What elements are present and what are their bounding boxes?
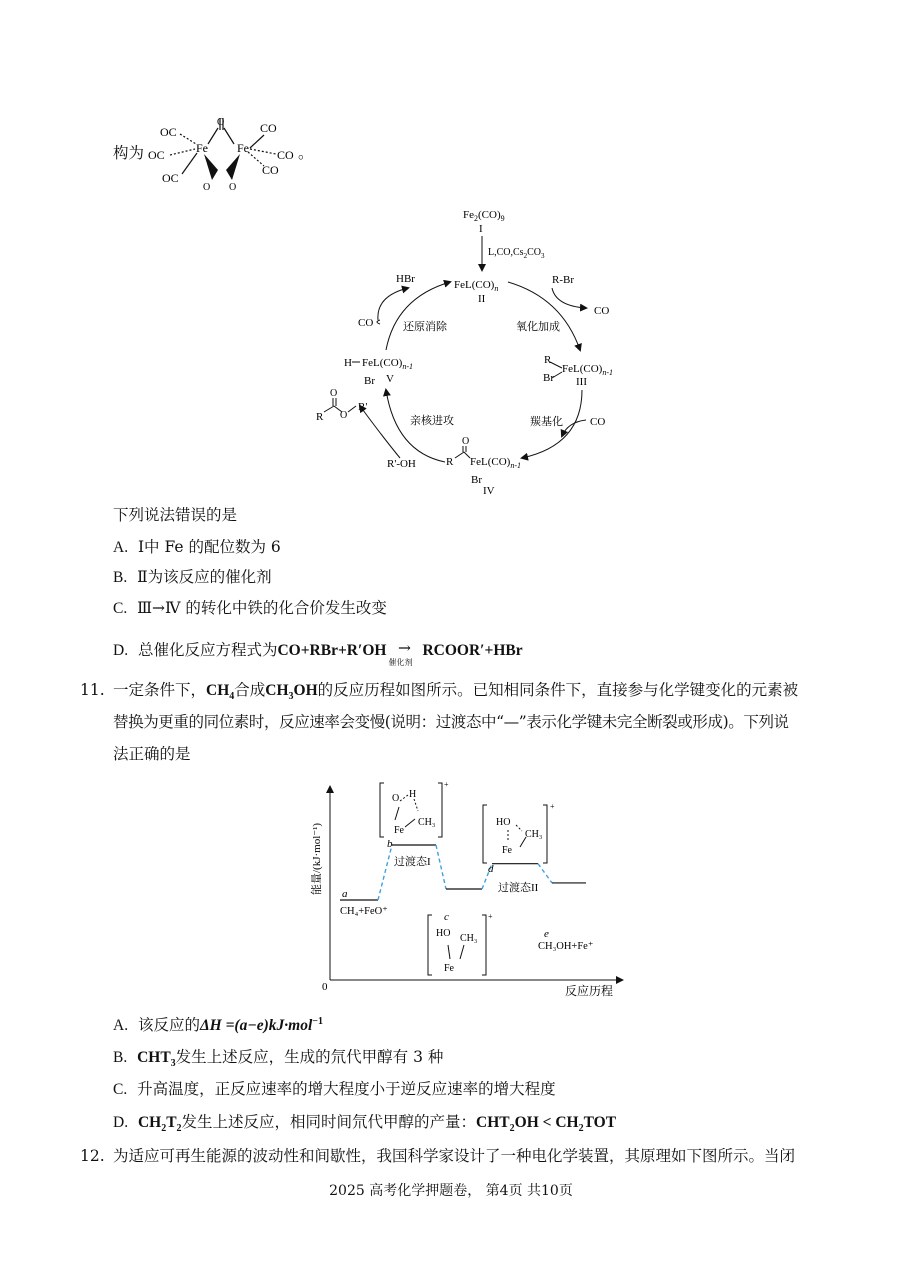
fe2co9-label: CO — [260, 121, 277, 135]
cycle-rbr: R-Br — [552, 274, 574, 286]
option-letter: C. — [113, 600, 128, 617]
cycle-ester-rp: R' — [358, 401, 368, 413]
fe2co9-label: CO — [262, 163, 279, 177]
cycle-reagents: $L,CO,Cs_2CO_3$ — [488, 247, 545, 260]
formula: $CH_2T_2$ — [137, 1114, 182, 1135]
ts2-ho: HO — [496, 817, 511, 828]
x-axis-label: 反应历程 — [565, 984, 614, 998]
catalytic-cycle — [300, 200, 640, 500]
intro-prefix: 构为 — [113, 144, 145, 162]
q10-stem: 下列说法错误的是 — [113, 506, 238, 524]
cycle-step-nuc: 亲核进攻 — [410, 415, 454, 427]
ts2-label: 过渡态II — [498, 882, 539, 894]
option-letter: A. — [113, 539, 129, 556]
q10-option-c — [113, 597, 387, 620]
ts2-plus: + — [550, 802, 555, 811]
fe2co9-label: CO — [277, 148, 294, 162]
q11-option-b — [113, 1046, 443, 1075]
q12-number: 12. — [80, 1147, 105, 1165]
cycle-IV-r: R — [446, 456, 454, 468]
equation-right: RCOOR′+HBr — [422, 642, 523, 659]
energy-connector — [436, 845, 446, 889]
cycle-step-ox: 氧化加成 — [516, 321, 560, 333]
option-text: Ⅰ中 Fe 的配位数为 6 — [137, 538, 281, 556]
fe2co9-label: OC — [160, 125, 177, 139]
level-a-label: a — [342, 888, 348, 900]
option-text: 发生上述反应，相同时间氘代甲醇的产量： — [181, 1113, 477, 1131]
cycle-label-IV: IV — [483, 485, 495, 497]
formula: ΔH =(a−e)kJ·mol — [199, 1017, 313, 1035]
fe2co9-label: OC — [162, 171, 179, 185]
int-ho: HO — [436, 928, 451, 939]
cycle-species-IV: $FeL(CO)_{n-1}$ — [470, 456, 521, 470]
cycle-species-V: $FeL(CO)_{n-1}$ — [362, 357, 413, 371]
ch3oh: $CH_3OH$ — [265, 682, 318, 703]
cycle-co-in: CO — [590, 416, 606, 428]
ts1-o: O — [392, 793, 400, 804]
int-fe: Fe — [444, 963, 454, 974]
option-letter: C. — [113, 1081, 128, 1098]
ts1-plus: + — [444, 780, 449, 789]
cycle-ester-r: R — [316, 411, 324, 423]
fe2co9-label: O — [229, 182, 237, 193]
option-text: 发生上述反应，生成的氘代甲醇有 3 种 — [175, 1048, 444, 1066]
cycle-ester-o: O — [330, 388, 338, 399]
equation-left: CO+RBr+R′OH — [277, 642, 387, 659]
page-footer: 2025 高考化学押题卷， 第4页 共10页 — [329, 1183, 573, 1199]
fe2co9-label: Fe — [237, 141, 249, 155]
cycle-III-r: R — [544, 354, 552, 366]
cycle-species-I: $Fe_2(CO)_9$ — [463, 209, 505, 223]
q11-option-d — [113, 1111, 616, 1140]
cycle-co-left: CO — [358, 317, 374, 329]
ts1-ch3: CH₃ — [418, 817, 436, 828]
cycle-ester-o2: O — [340, 410, 348, 421]
fe2co9-label: OC — [148, 148, 165, 162]
energy-diagram — [300, 775, 640, 1000]
comparison: $CHT_2OH < CH_2TOT$ — [476, 1114, 617, 1135]
y-axis-label: 能量/(kJ·mol⁻¹) — [311, 822, 323, 895]
cycle-label-V: V — [386, 373, 394, 385]
int-ch3: CH₃ — [460, 933, 478, 944]
ch4: $CH_4$ — [206, 682, 235, 703]
cycle-label-I: I — [479, 223, 483, 235]
ts2-fe: Fe — [502, 845, 512, 856]
option-letter: B. — [113, 1049, 128, 1066]
ts1-h: H — [409, 789, 417, 800]
option-text: 总催化反应方程式为 — [137, 641, 278, 659]
q10-option-a — [113, 536, 281, 559]
option-letter: D. — [113, 1114, 129, 1131]
cycle-co: CO — [594, 305, 610, 317]
energy-connector — [378, 845, 392, 900]
option-letter: B. — [113, 569, 128, 586]
ts1-label: 过渡态I — [394, 856, 431, 868]
cycle-species-II: $FeL(CO)_n$ — [454, 279, 499, 293]
cycle-step-red: 还原消除 — [403, 321, 447, 333]
option-letter: A. — [113, 1017, 129, 1035]
option-text: Ⅲ→Ⅳ 的转化中铁的化合价发生改变 — [137, 599, 387, 617]
level-e-label: e — [544, 928, 549, 940]
option-text: 该反应的 — [137, 1016, 200, 1035]
equation-arrow: → 催化剂 — [388, 639, 413, 667]
cycle-IV-o: O — [462, 436, 470, 447]
ts2-ch3: CH₃ — [525, 829, 543, 840]
formula: $CHT_3$ — [137, 1049, 176, 1070]
q11-option-a: A. 该反应的ΔH =(a−e)kJ·mol$^{-1}$ — [113, 1016, 323, 1035]
products-label: CH₃OH+Fe⁺ — [538, 941, 594, 952]
cycle-IV-br: Br — [471, 474, 482, 486]
fe2co9-structure — [140, 110, 320, 195]
cycle-label-III: III — [576, 376, 587, 388]
energy-profile — [340, 845, 586, 900]
level-c-label: c — [444, 911, 449, 923]
fe2co9-label: Fe — [196, 141, 208, 155]
q11-number: 11. — [80, 681, 105, 699]
cycle-species-III: $FeL(CO)_{n-1}$ — [562, 363, 613, 377]
ts1-fe: Fe — [394, 825, 404, 836]
cycle-hbr: HBr — [396, 273, 415, 285]
cycle-III-br: Br — [543, 372, 554, 384]
q11-line1: 一定条件下，$CH_4$合成$CH_3OH$的反应历程如图所示。已知相同条件下，直接参与化学键变化的元素被 — [113, 681, 799, 703]
q12-text: 为适应可再生能源的波动性和间歇性，我国科学家设计了一种电化学装置，其原理如下图所示。当闭 — [113, 1147, 796, 1165]
reactants-label: CH₄+FeO⁺ — [340, 906, 388, 917]
level-b-label: b — [387, 838, 393, 850]
cycle-label-II: II — [478, 293, 486, 305]
cycle-V-h: H — [344, 357, 352, 369]
cycle-V-br: Br — [364, 375, 375, 387]
energy-connector — [538, 864, 552, 883]
q11-option-c — [113, 1078, 556, 1101]
option-letter: D. — [113, 642, 129, 659]
q11-line2: 替换为更重的同位素时，反应速率会变慢(说明：过渡态中“—”表示化学键未完全断裂或形成)。下列说 — [113, 713, 789, 731]
level-d-label: d — [488, 863, 494, 875]
q11-line3: 法正确的是 — [113, 745, 191, 763]
option-text: 升高温度，正反应速率的增大程度小于逆反应速率的增大程度 — [137, 1080, 556, 1098]
option-text: Ⅱ为该反应的催化剂 — [137, 568, 272, 586]
int-plus: + — [488, 912, 493, 921]
intro-suffix: 。 — [298, 144, 314, 162]
q10-option-b — [113, 566, 272, 589]
cycle-roh: R'-OH — [387, 458, 416, 470]
fe2co9-label: O — [203, 182, 211, 193]
cycle-step-carbonyl: 羰基化 — [530, 416, 563, 428]
fe2co9-label: O — [217, 117, 225, 128]
q10-option-d — [113, 639, 523, 667]
origin-label: 0 — [322, 981, 328, 993]
